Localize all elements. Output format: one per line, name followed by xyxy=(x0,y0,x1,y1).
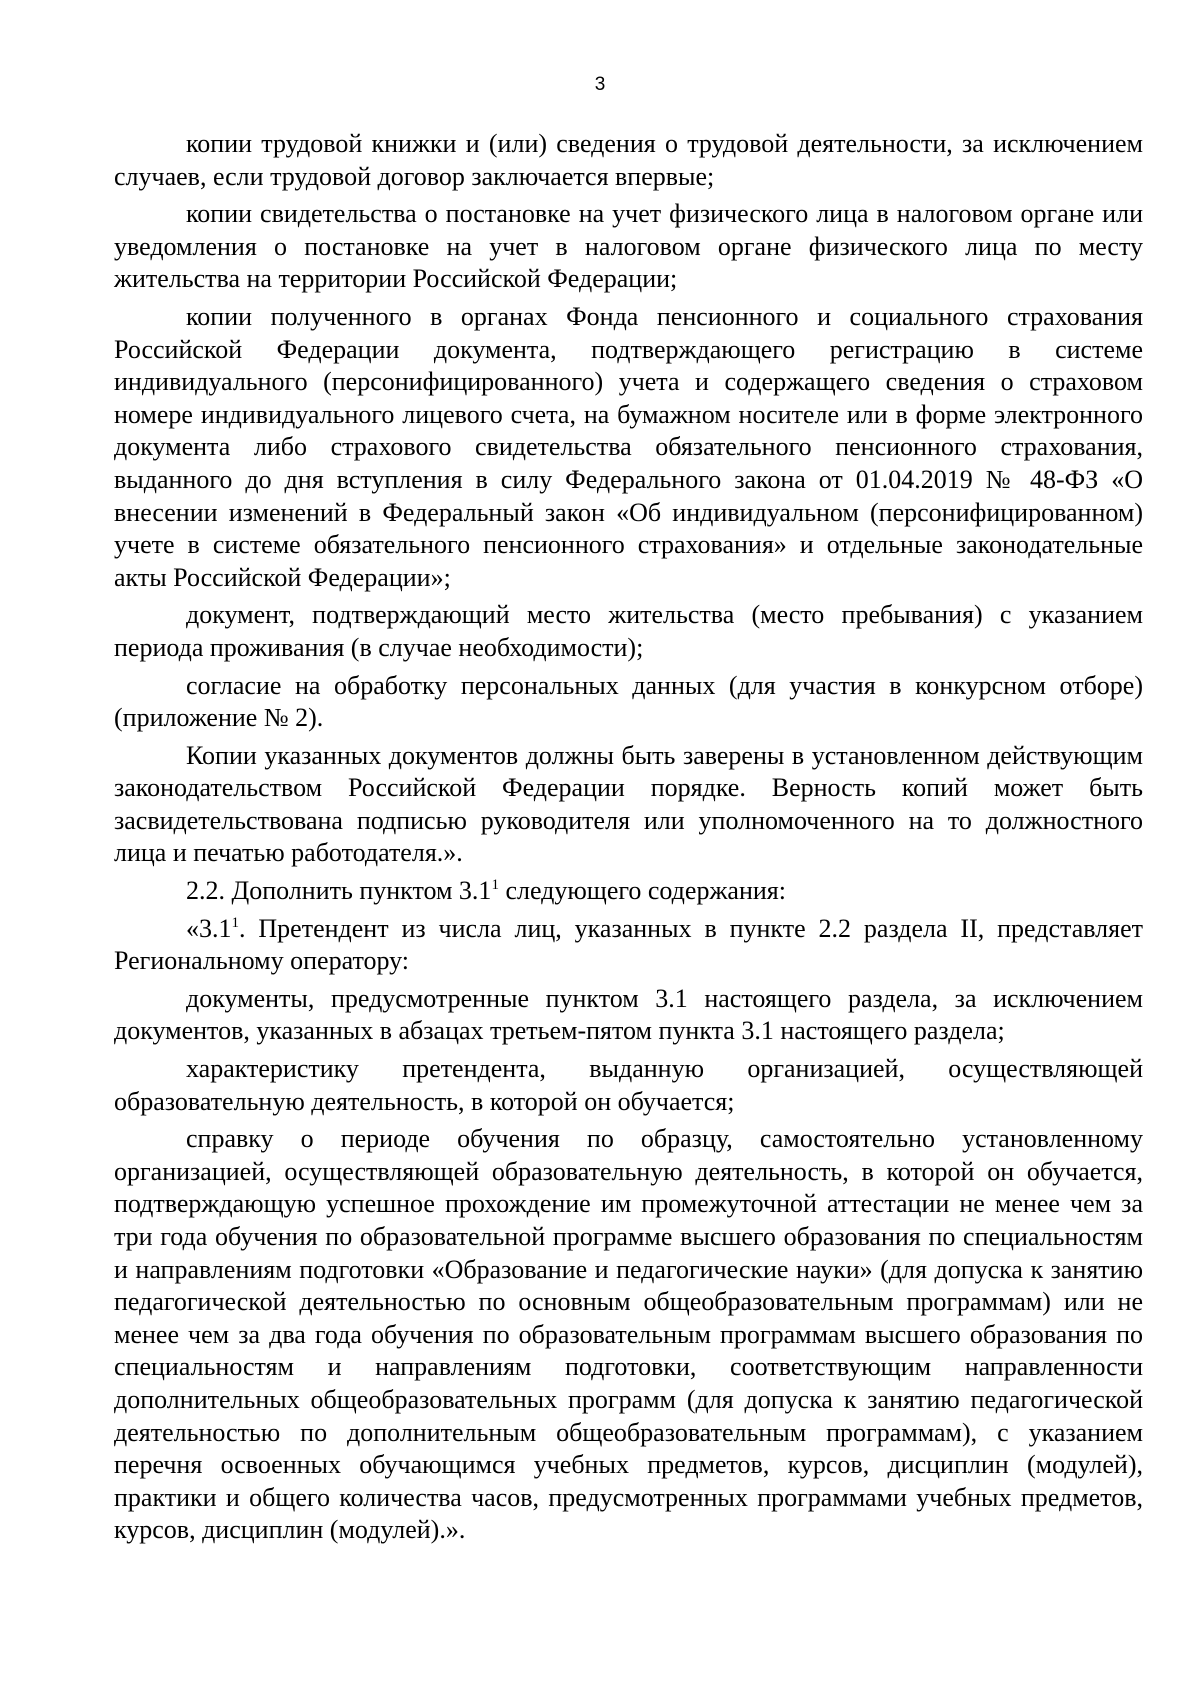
amendment-text-end: следующего содержания: xyxy=(498,876,786,906)
paragraph-study-period-certificate: справку о периоде обучения по образцу, самостоятельно установленному организацией, осуществляющей образовательную деятельность, в которой он обучается, подтверждающую успешное прохождение им промежуточной аттестации не менее чем за три года обучения по образовательной программе высшего образования по специальностям и направлениям подготовки «Образование и педагогические науки» (для допуска к занятию педагогической деятельностью по основным общеобразовательным программам) или не менее чем за два года обучения по образовательным программам высшего образования по специальностям и направлениям подготовки, соответствующим направленности дополнительных общеобразовательных программ (для допуска к занятию педагогической деятельностью по дополнительным общеобразовательным программам), с указанием перечня освоенных обучающимся учебных предметов, курсов, дисциплин (модулей), практики и общего количества часов, предусмотренных программами учебных предметов, курсов, дисциплин (модулей).». xyxy=(114,1124,1143,1545)
clause-text-end: . Претендент из числа лиц, указанных в пункте 2.2 раздела II, представляет Региональному оператору: xyxy=(114,913,1143,976)
superscript-index: 1 xyxy=(231,914,239,931)
paragraph-copies-certification: Копии указанных документов должны быть заверены в установленном действующим законодательством Российской Федерации порядке. Верность копий может быть засвидетельствована подписью руководителя или уполномоченного на то должностного лица и печатью работодателя.». xyxy=(114,740,1143,868)
clause-text-start: «3.1 xyxy=(186,913,232,943)
page-number: 3 xyxy=(594,74,606,95)
paragraph-candidate-reference: характеристику претендента, выданную организацией, осуществляющей образовательную деятельность, в которой он обучается; xyxy=(114,1054,1143,1116)
amendment-text-start: 2.2. Дополнить пунктом 3.1 xyxy=(186,876,492,906)
paragraph-amendment-2-2 xyxy=(114,875,1143,908)
superscript-index: 1 xyxy=(491,877,499,894)
paragraph-tax-registration-copy: копии свидетельства о постановке на учет физического лица в налоговом органе или уведомления о постановке на учет в налоговом органе физического лица по месту жительства на территории Российской Федерации; xyxy=(114,199,1143,294)
paragraph-work-book-copy: копии трудовой книжки и (или) сведения о трудовой деятельности, за исключением случаев, если трудовой договор заключается впервые; xyxy=(114,129,1143,191)
paragraph-residence-document: документ, подтверждающий место жительства (место пребывания) с указанием периода проживания (в случае необходимости); xyxy=(114,600,1143,662)
paragraph-clause-3-1-1 xyxy=(114,913,1143,978)
paragraph-pension-insurance-copy: копии полученного в органах Фонда пенсионного и социального страхования Российской Федерации документа, подтверждающего регистрацию в системе индивидуального (персонифицированного) учета и содержащего сведения о страховом номере индивидуального лицевого счета, на бумажном носителе или в форме электронного документа либо страхового свидетельства обязательного пенсионного страхования, выданного до дня вступления в силу Федерального закона от 01.04.2019 № 48-ФЗ «О внесении изменений в Федеральный закон «Об индивидуальном (персонифицированном) учете в системе обязательного пенсионного страхования» и отдельные законодательные акты Российской Федерации»; xyxy=(114,301,1143,592)
document-body xyxy=(114,128,1143,1547)
paragraph-documents-except: документы, предусмотренные пунктом 3.1 настоящего раздела, за исключением документов, указанных в абзацах третьем-пятом пункта 3.1 настоящего раздела; xyxy=(114,983,1143,1046)
paragraph-personal-data-consent: согласие на обработку персональных данных (для участия в конкурсном отборе) (приложение № 2). xyxy=(114,670,1143,733)
